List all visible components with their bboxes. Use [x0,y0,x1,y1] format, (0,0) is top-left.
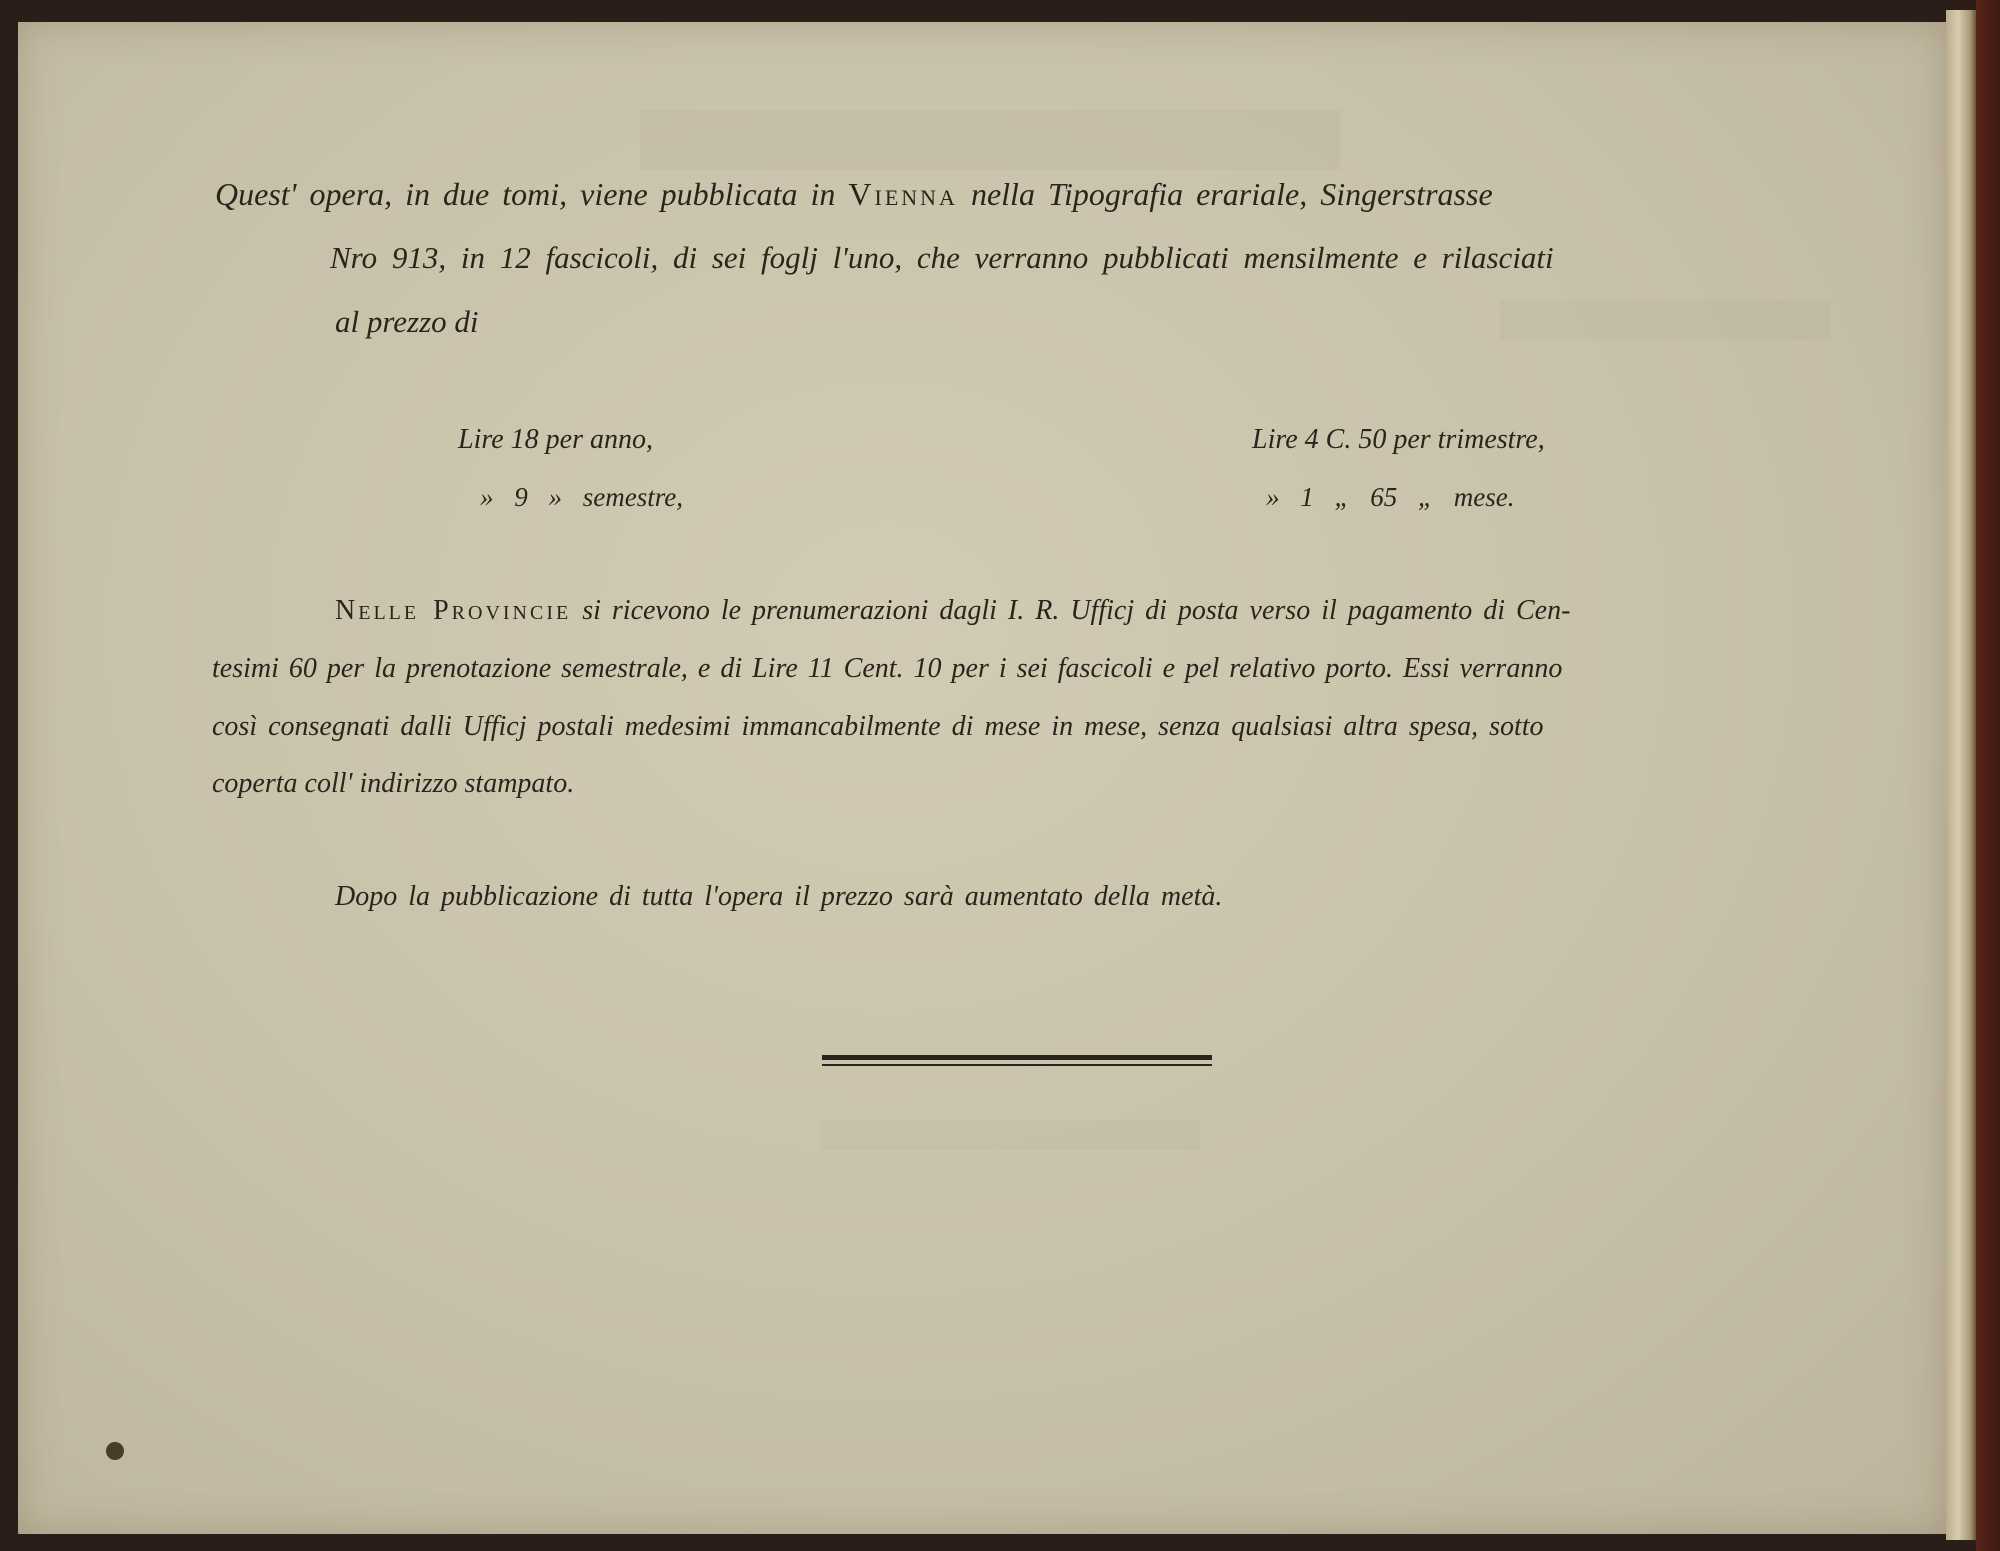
price-per-month: » 1 „ 65 „ mese. [1266,482,1515,512]
price-per-semester: » 9 » semestre, [480,482,683,512]
paragraph-1-line-2: Nro 913, in 12 fascicoli, di sei foglj l'uno, che verranno pubblicati mensilmente e rilasciati [330,240,1554,275]
paragraph-2-line-2: tesimi 60 per la prenotazione semestrale, e di Lire 11 Cent. 10 per i sei fascicoli e pel relativo porto. Essi verranno [212,653,1563,684]
paragraph-1-line-3: al prezzo di [335,304,479,339]
paragraph-2-line-4: coperta coll' indirizzo stampato. [212,768,575,799]
price-per-trimester: Lire 4 C. 50 per trimestre, [1252,424,1545,455]
double-rule-top [822,1055,1212,1060]
section-heading: Nelle Provincie [335,595,572,626]
paragraph-2-line-3: così consegnati dalli Ufficj postali medesimi immancabilmente di mese in mese, senza qualsiasi altra spesa, sotto [212,711,1544,742]
paragraph-1-line-1-lead: Quest' opera, in due tomi, viene pubblicata in [215,176,836,212]
paragraph-2-line-1 [335,597,1570,625]
price-per-year: Lire 18 per anno, [458,424,653,455]
binding-hole [106,1442,124,1460]
double-rule-bottom [822,1064,1212,1066]
paragraph-1-line-1-tail: nella Tipografia erariale, Singerstrasse [970,176,1493,212]
paragraph-2-line-1-rest: si ricevono le prenumerazioni dagli I. R. Ufficj di posta verso il pagamento di Cen- [582,595,1571,626]
paragraph-1-line-1 [215,178,1493,210]
book-cover-edge [1976,0,2000,1551]
page-edge [1946,10,1976,1540]
paragraph-3: Dopo la pubblicazione di tutta l'opera il prezzo sarà aumentato della metà. [335,881,1223,912]
city-name: Vienna [848,176,958,212]
